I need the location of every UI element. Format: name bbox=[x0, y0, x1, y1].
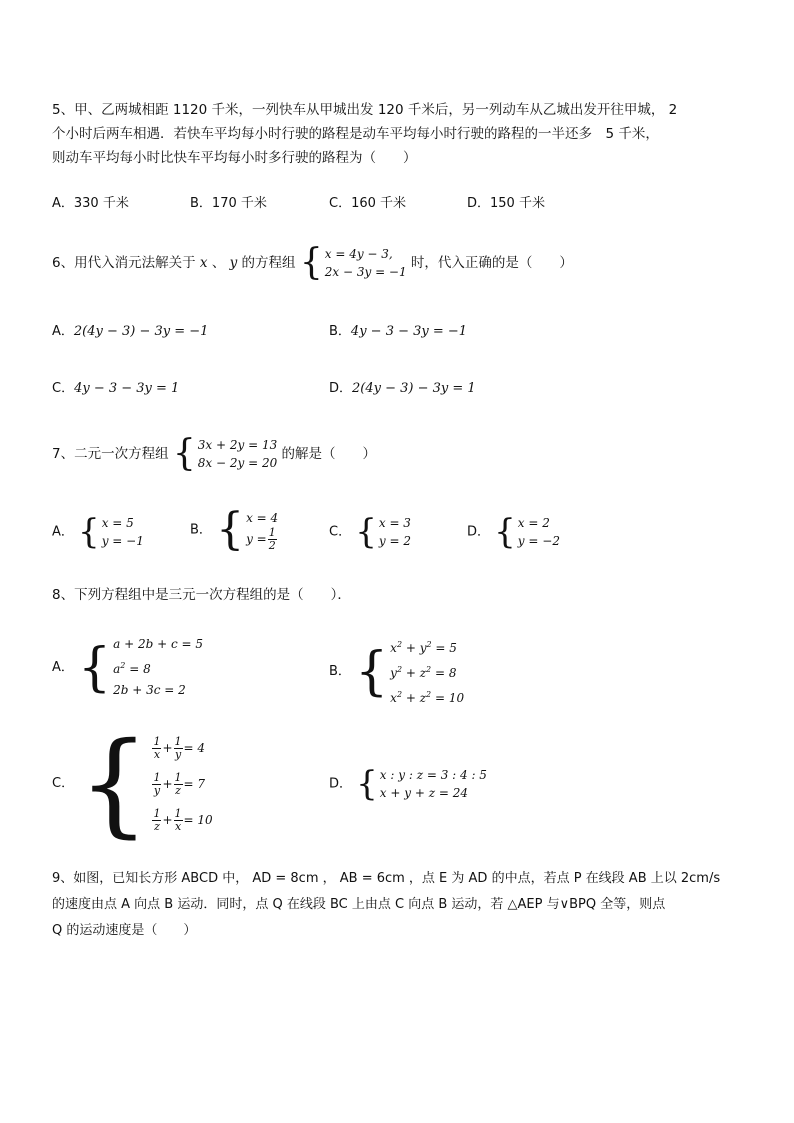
q8-option-b[interactable] bbox=[329, 634, 464, 709]
q6-option-a-label: A． bbox=[52, 324, 74, 339]
q7-option-c-label: C． bbox=[329, 524, 352, 540]
brace-icon: { bbox=[172, 433, 196, 474]
q8-option-c-eq-3: $\frac{1}{z}$ + $\frac{1}{x}$ = 10 bbox=[153, 806, 213, 833]
question-5-line-2: 个小时后两车相遇．若快车平均每小时行驶的路程是动车平均每小时行驶的路程的一半还多 5 千米， bbox=[52, 126, 659, 142]
q6-option-c-label: C． bbox=[52, 381, 75, 396]
q6-system-eq-1: x = 4y − 3, bbox=[324, 247, 393, 261]
q5-option-a[interactable]: A．330 千米 bbox=[52, 196, 129, 211]
q6-mid: 的方程组 bbox=[241, 255, 296, 271]
q6-prefix: 6、用代入消元法解关于 bbox=[52, 255, 196, 271]
fraction-one-half: $\frac{1}{2}$ bbox=[268, 525, 276, 552]
q8-option-a-label: A． bbox=[52, 660, 74, 675]
question-9-line-3: Q 的运动速度是（ ） bbox=[52, 923, 197, 938]
q7-option-d-eq-1: x = 2 bbox=[517, 516, 550, 530]
q8-option-b-eq-1: $x^2 + y^2 = 5$ bbox=[390, 640, 457, 655]
q7-option-a-label: A． bbox=[52, 524, 74, 540]
q8-option-d-label: D． bbox=[329, 776, 353, 792]
q6-option-c-expr: 4y − 3 − 3y = 1 bbox=[74, 381, 180, 396]
q7-suffix: 的解是（ ） bbox=[281, 446, 377, 462]
q8-option-d[interactable] bbox=[329, 766, 487, 802]
brace-icon: { bbox=[355, 641, 389, 702]
q6-var-y: y bbox=[229, 255, 238, 271]
q6-sep: 、 bbox=[211, 255, 226, 271]
q8-option-a-eq-2: $a^2 = 8$ bbox=[113, 661, 151, 676]
q6-option-b-label: B． bbox=[329, 324, 351, 339]
q6-option-d-label: D． bbox=[329, 381, 353, 396]
brace-icon: { bbox=[356, 764, 378, 804]
q6-suffix: 时，代入正确的是（ ） bbox=[410, 255, 573, 271]
q6-system bbox=[299, 242, 407, 283]
question-5-line-1: 5、甲、乙两城相距 1120 千米，一列快车从甲城出发 120 千米后，另一列动车从乙城出发开往甲城， 2 bbox=[52, 102, 678, 118]
q8-option-a[interactable] bbox=[52, 634, 203, 701]
q6-option-c[interactable] bbox=[52, 379, 179, 399]
q7-option-c-eq-1: x = 3 bbox=[378, 516, 411, 530]
q8-option-a-eq-1: a + 2b + c = 5 bbox=[113, 637, 204, 651]
q5-option-c[interactable]: C．160 千米 bbox=[329, 196, 407, 211]
q8-option-c-eq-1: $\frac{1}{x}$ + $\frac{1}{y}$ = 4 bbox=[153, 734, 206, 761]
q7-option-c-eq-2: y = 2 bbox=[378, 534, 411, 548]
q6-option-d[interactable] bbox=[329, 379, 476, 399]
q7-option-c[interactable] bbox=[329, 514, 411, 550]
q8-option-c-eq-2: $\frac{1}{y}$ + $\frac{1}{z}$ = 7 bbox=[153, 770, 206, 797]
q8-option-c-label: C． bbox=[52, 776, 75, 791]
q6-option-b-expr: 4y − 3 − 3y = −1 bbox=[350, 324, 468, 339]
q5-option-b[interactable]: B．170 千米 bbox=[190, 196, 267, 211]
q8-option-c[interactable] bbox=[52, 719, 213, 849]
q7-option-d-label: D． bbox=[467, 524, 491, 540]
q8-option-b-label: B． bbox=[329, 664, 351, 679]
brace-icon: { bbox=[216, 504, 245, 555]
brace-icon: { bbox=[299, 242, 323, 283]
q8-option-d-eq-1: x : y : z = 3 : 4 : 5 bbox=[379, 768, 487, 782]
question-9-line-1: 9、如图，已知长方形 ABCD 中， AD = 8cm ， AB = 6cm ，点 E 为 AD 的中点，若点 P 在线段 AB 上以 2cm/s bbox=[52, 871, 721, 886]
q7-system bbox=[172, 433, 278, 474]
q7-option-b-eq-1: x = 4 bbox=[246, 510, 279, 525]
q7-option-d-eq-2: y = −2 bbox=[517, 534, 560, 548]
q7-system-eq-1: 3x + 2y = 13 bbox=[197, 438, 278, 452]
brace-icon: { bbox=[494, 512, 516, 552]
q8-option-b-eq-2: $y^2 + z^2 = 8$ bbox=[390, 665, 457, 680]
q7-option-a-eq-1: x = 5 bbox=[101, 516, 134, 530]
q8-option-d-eq-2: x + y + z = 24 bbox=[379, 786, 468, 800]
q6-option-a-expr: 2(4y − 3) − 3y = −1 bbox=[73, 324, 209, 339]
q8-option-b-eq-3: $x^2 + z^2 = 10$ bbox=[390, 690, 465, 705]
question-5 bbox=[52, 98, 752, 170]
q7-option-d[interactable] bbox=[467, 514, 560, 550]
q8-option-a-eq-3: 2b + 3c = 2 bbox=[113, 683, 186, 697]
question-6 bbox=[52, 242, 573, 283]
q7-system-eq-2: 8x − 2y = 20 bbox=[197, 456, 278, 470]
q6-option-b[interactable] bbox=[329, 322, 467, 342]
q6-option-d-expr: 2(4y − 3) − 3y = 1 bbox=[352, 381, 476, 396]
question-9-line-2: 的速度由点 A 向点 B 运动．同时，点 Q 在线段 BC 上由点 C 向点 B 运动，若 △AEP 与∨BPQ 全等，则点 bbox=[52, 897, 666, 912]
question-5-line-3: 则动车平均每小时比快车平均每小时多行驶的路程为（ ） bbox=[52, 150, 417, 166]
q7-option-a-eq-2: y = −1 bbox=[101, 534, 144, 548]
brace-icon: { bbox=[355, 512, 377, 552]
q7-option-b-eq-2-prefix: y = bbox=[246, 532, 267, 546]
q7-option-a[interactable] bbox=[52, 514, 144, 550]
question-9 bbox=[52, 866, 752, 944]
brace-icon: { bbox=[78, 719, 150, 849]
q6-system-eq-2: 2x − 3y = −1 bbox=[324, 265, 407, 279]
brace-icon: { bbox=[78, 512, 100, 552]
question-8: 8、下列方程组中是三元一次方程组的是（ ）． bbox=[52, 587, 351, 603]
q7-prefix: 7、二元一次方程组 bbox=[52, 446, 169, 462]
q6-var-x: x bbox=[199, 255, 208, 271]
q6-option-a[interactable] bbox=[52, 322, 208, 342]
brace-icon: { bbox=[78, 637, 112, 698]
q7-option-b[interactable] bbox=[190, 504, 279, 555]
question-7 bbox=[52, 433, 377, 474]
q5-option-d[interactable]: D．150 千米 bbox=[467, 196, 545, 211]
q7-option-b-label: B． bbox=[190, 522, 212, 538]
